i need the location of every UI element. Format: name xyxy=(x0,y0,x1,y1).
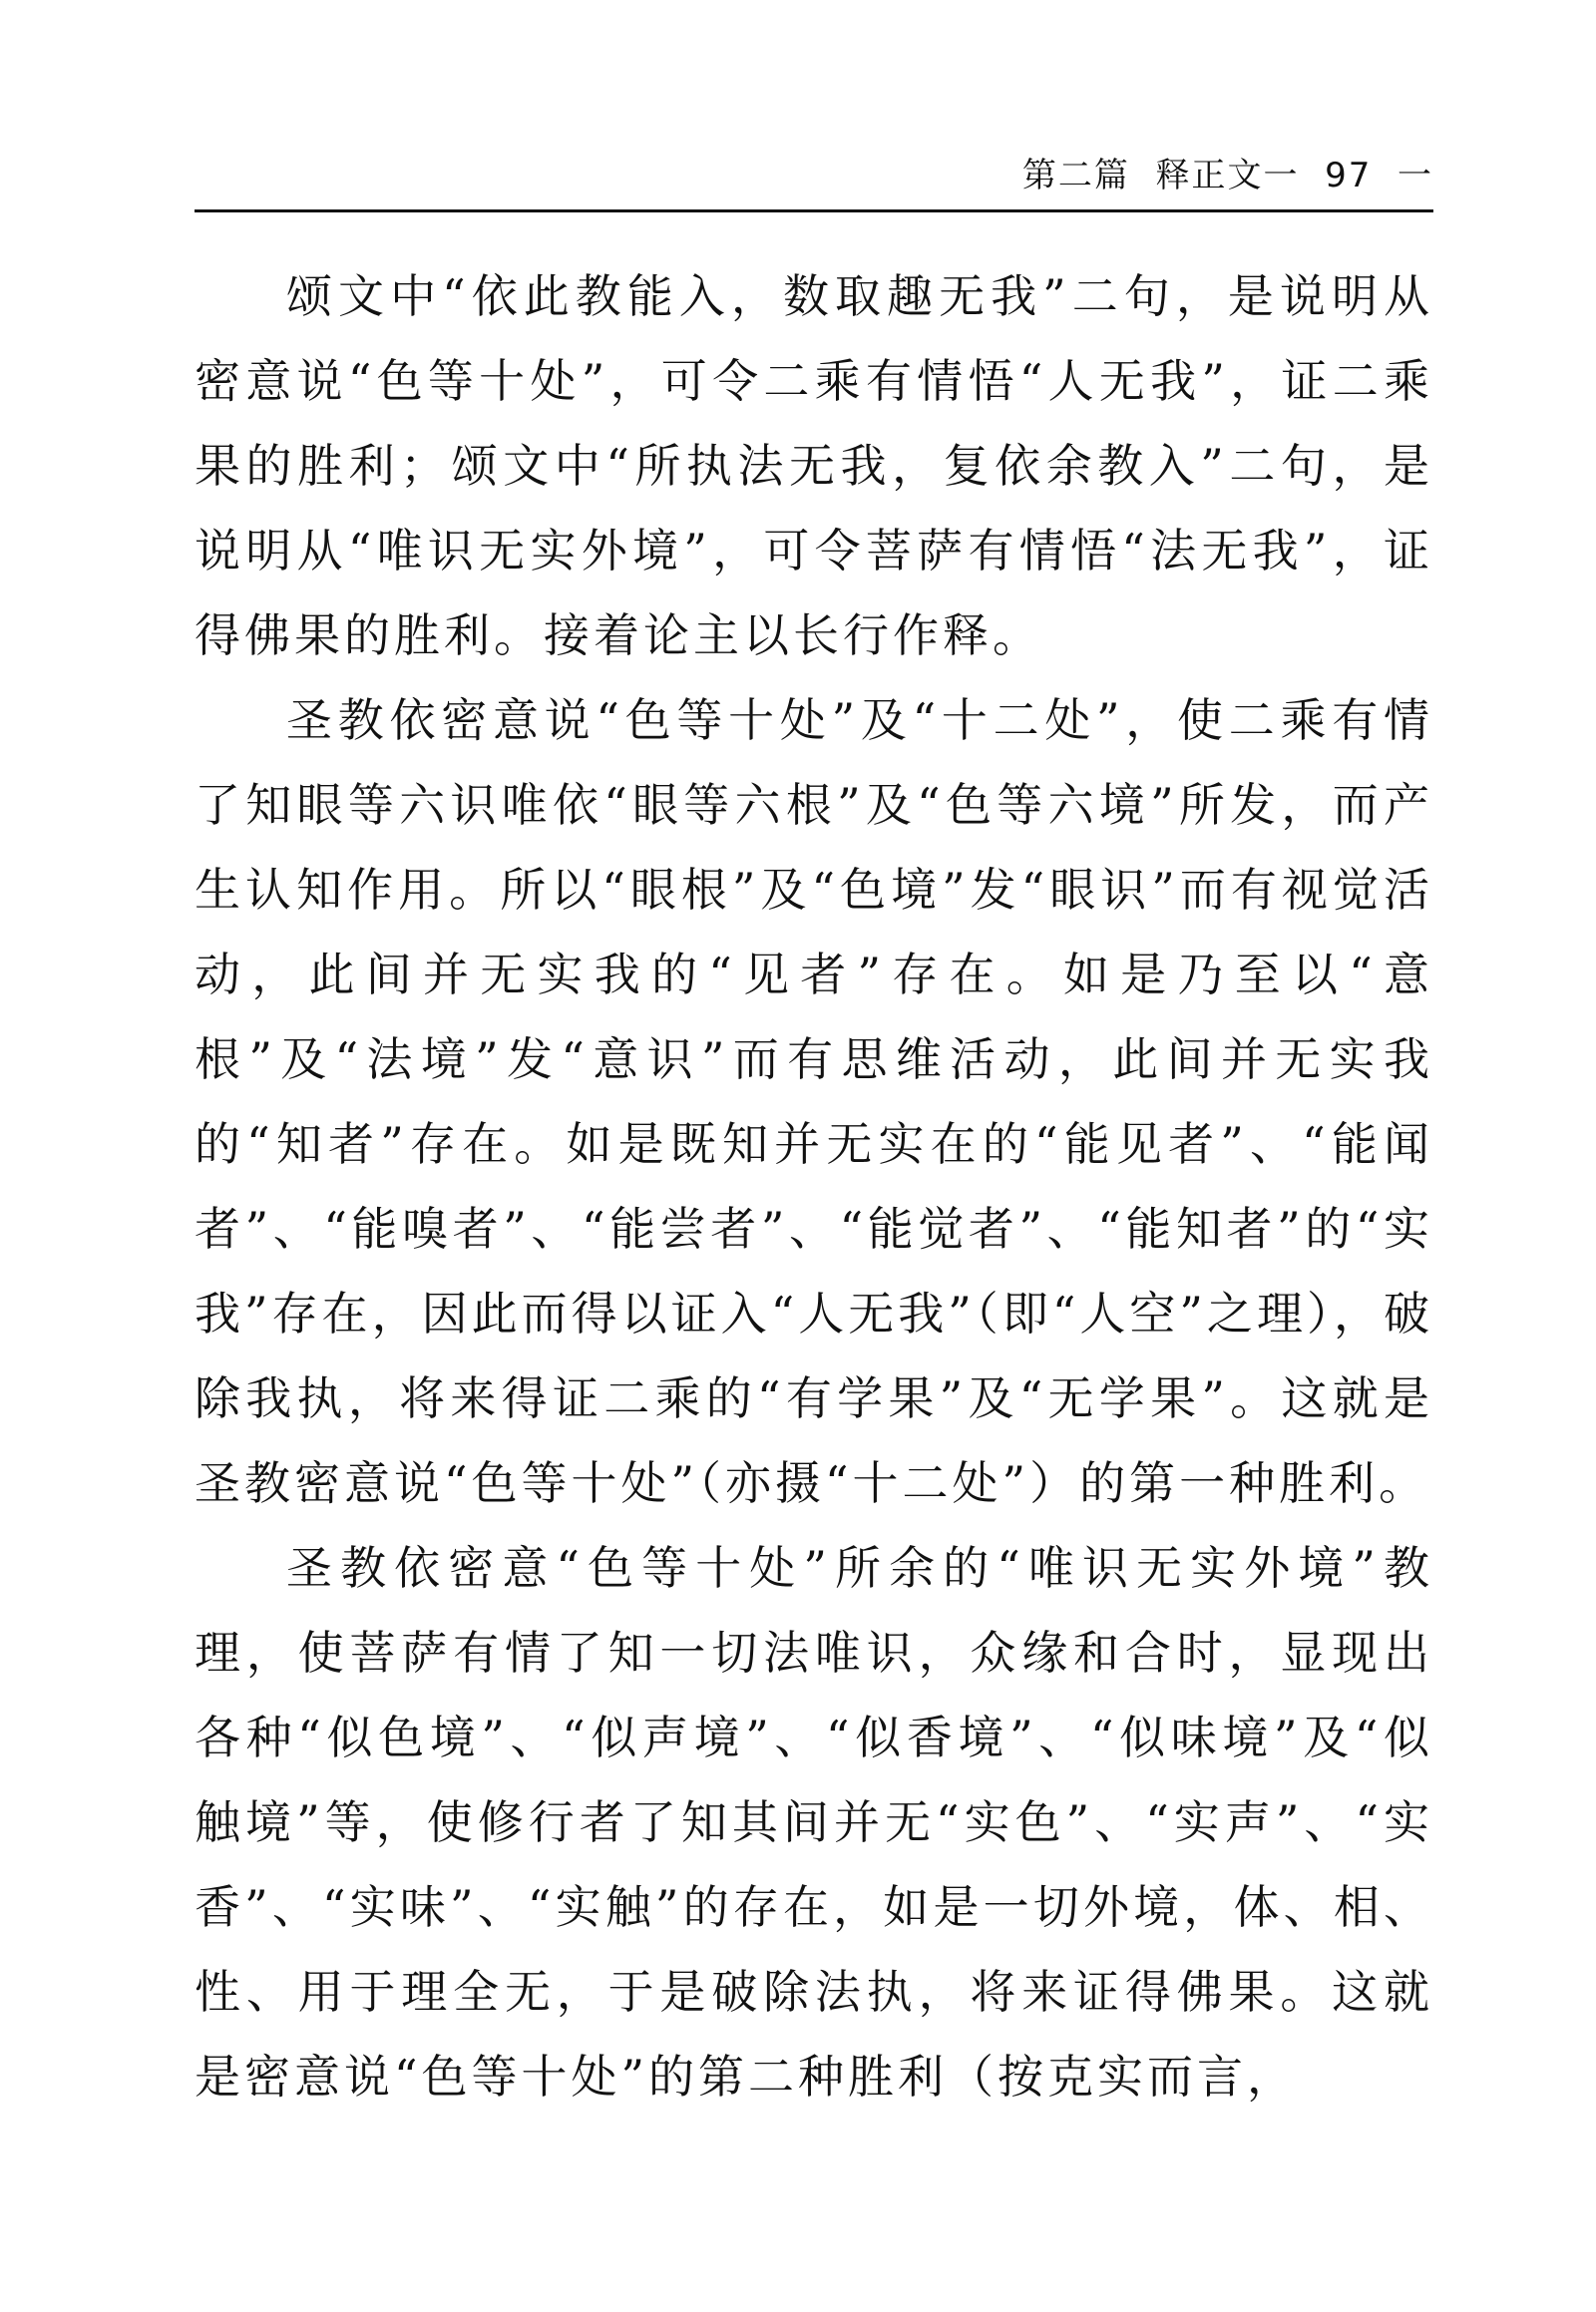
paragraph-1: 颂文中“依此教能入，数取趣无我”二句，是说明从密意说“色等十处”，可令二乘有情悟“人无我”，证二乘果的胜利；颂文中“所执法无我，复依余教入”二句，是说明从“唯识无实外境”，可令菩萨有情悟“法无我”，证得佛果的胜利。接着论主以长行作释。 xyxy=(195,269,1433,662)
running-header: 第二篇 释正文一 97 一 xyxy=(195,150,1433,212)
body-text xyxy=(195,254,1433,2119)
paragraph-2: 圣教依密意说“色等十处”及“十二处”，使二乘有情了知眼等六识唯依“眼等六根”及“色等六境”所发，而产生认知作用。所以“眼根”及“色境”发“眼识”而有视觉活动，此间并无实我的“见者”存在。如是乃至以“意根”及“法境”发“意识”而有思维活动，此间并无实我的“知者”存在。如是既知并无实在的“能见者”、“能闻者”、“能嗅者”、“能尝者”、“能觉者”、“能知者”的“实我”存在，因此而得以证入“人无我”（即“人空”之理），破除我执，将来得证二乘的“有学果”及“无学果”。这就是圣教密意说“色等十处”（亦摄“十二处”）的第一种胜利。 xyxy=(195,693,1433,1510)
paragraph-3: 圣教依密意“色等十处”所余的“唯识无实外境”教理，使菩萨有情了知一切法唯识，众缘和合时，显现出各种“似色境”、“似声境”、“似香境”、“似味境”及“似触境”等，使修行者了知其间并无“实色”、“实声”、“实香”、“实味”、“实触”的存在，如是一切外境，体、相、性、用于理全无，于是破除法执，将来证得佛果。这就是密意说“色等十处”的第二种胜利（按克实而言， xyxy=(195,1541,1433,2104)
